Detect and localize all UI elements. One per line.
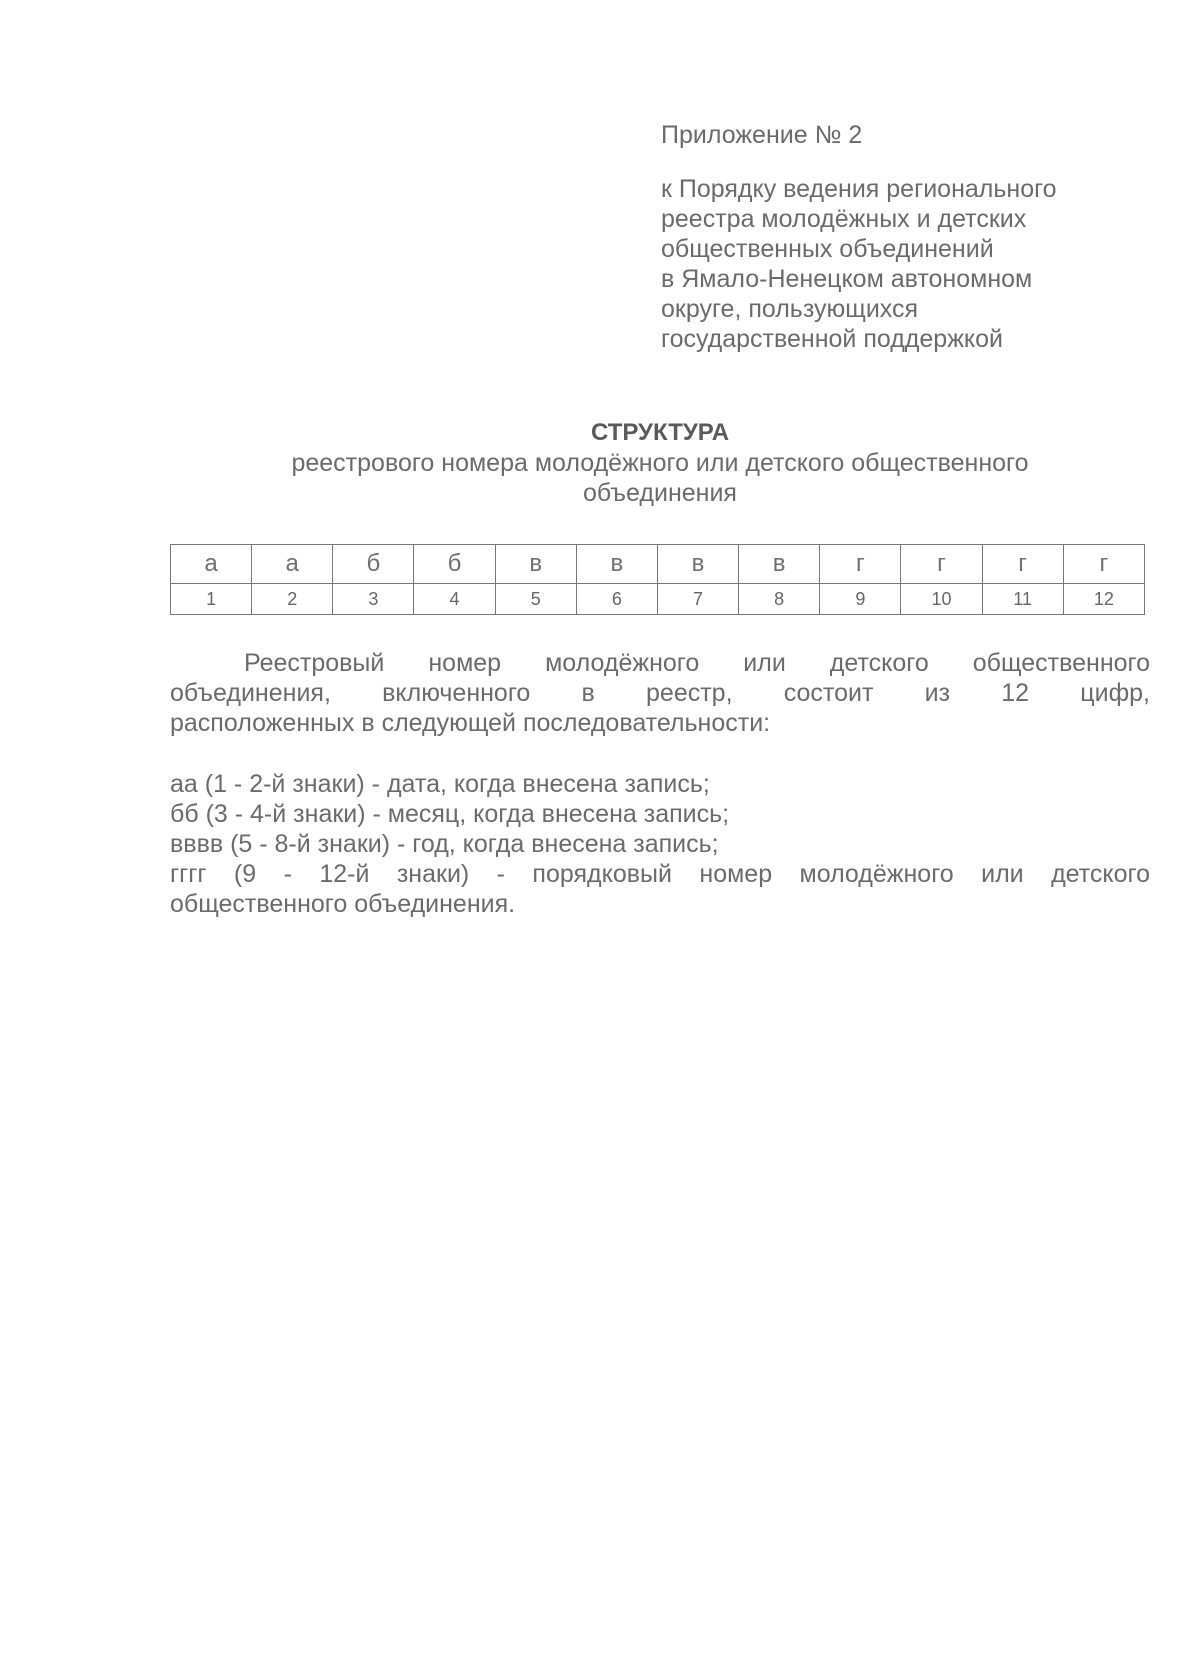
document-title: СТРУКТУРА xyxy=(590,419,730,446)
appendix-reference-line: государственной поддержкой xyxy=(661,325,1004,353)
intro-line: Реестровый номер молодёжного или детского общественного xyxy=(244,649,1150,677)
table-cell-letter: г xyxy=(982,545,1063,584)
appendix-reference-line: в Ямало-Ненецком автономном xyxy=(661,265,1033,293)
registry-number-table xyxy=(170,544,1145,615)
table-cell-position: 7 xyxy=(657,584,738,615)
structure-item xyxy=(170,859,1150,919)
table-cell-letter: б xyxy=(333,545,414,584)
document-subtitle-line: реестрового номера молодёжного или детского общественного xyxy=(291,449,1029,477)
table-cell-letter: г xyxy=(901,545,982,584)
structure-item: аа (1 - 2-й знаки) - дата, когда внесена запись; xyxy=(170,770,710,798)
table-cell-position: 8 xyxy=(739,584,820,615)
table-cell-letter: в xyxy=(739,545,820,584)
table-cell-position: 5 xyxy=(495,584,576,615)
structure-list xyxy=(170,769,1150,919)
table-cell-letter: а xyxy=(171,545,252,584)
appendix-reference xyxy=(661,174,1181,354)
intro-line: расположенных в следующей последовательности: xyxy=(170,709,771,737)
table-cell-letter: в xyxy=(657,545,738,584)
structure-item: вввв (5 - 8-й знаки) - год, когда внесена запись; xyxy=(170,830,719,858)
appendix-reference-line: реестра молодёжных и детских xyxy=(661,205,1027,233)
table-cell-letter: а xyxy=(252,545,333,584)
table-cell-letter: в xyxy=(576,545,657,584)
table-cell-letter: г xyxy=(1063,545,1144,584)
document-heading xyxy=(170,418,1150,508)
document-body xyxy=(170,648,1150,919)
table-cell-position: 9 xyxy=(820,584,901,615)
intro-line: объединения, включенного в реестр, состоит из 12 цифр, xyxy=(170,679,1150,707)
table-cell-letter: б xyxy=(414,545,495,584)
intro-paragraph xyxy=(170,648,1150,738)
table-cell-position: 11 xyxy=(982,584,1063,615)
appendix-block xyxy=(661,120,1181,354)
table-row-positions xyxy=(171,584,1145,615)
table-cell-position: 10 xyxy=(901,584,982,615)
appendix-title: Приложение № 2 xyxy=(661,121,863,149)
table-cell-position: 1 xyxy=(171,584,252,615)
table-cell-position: 12 xyxy=(1063,584,1144,615)
table-cell-letter: в xyxy=(495,545,576,584)
table-cell-position: 3 xyxy=(333,584,414,615)
appendix-reference-line: общественных объединений xyxy=(661,235,994,263)
structure-item: бб (3 - 4-й знаки) - месяц, когда внесена запись; xyxy=(170,800,730,828)
structure-item-line: общественного объединения. xyxy=(170,890,516,918)
document-subtitle-line: объединения xyxy=(583,479,737,507)
document-subtitle xyxy=(170,448,1150,508)
table-cell-position: 6 xyxy=(576,584,657,615)
table-cell-position: 4 xyxy=(414,584,495,615)
structure-item-line: гггг (9 - 12-й знаки) - порядковый номер молодёжного или детского xyxy=(170,860,1150,888)
table-row-letters xyxy=(171,545,1145,584)
appendix-reference-line: округе, пользующихся xyxy=(661,295,919,323)
appendix-reference-line: к Порядку ведения регионального xyxy=(661,175,1057,203)
table-cell-letter: г xyxy=(820,545,901,584)
table-cell-position: 2 xyxy=(252,584,333,615)
